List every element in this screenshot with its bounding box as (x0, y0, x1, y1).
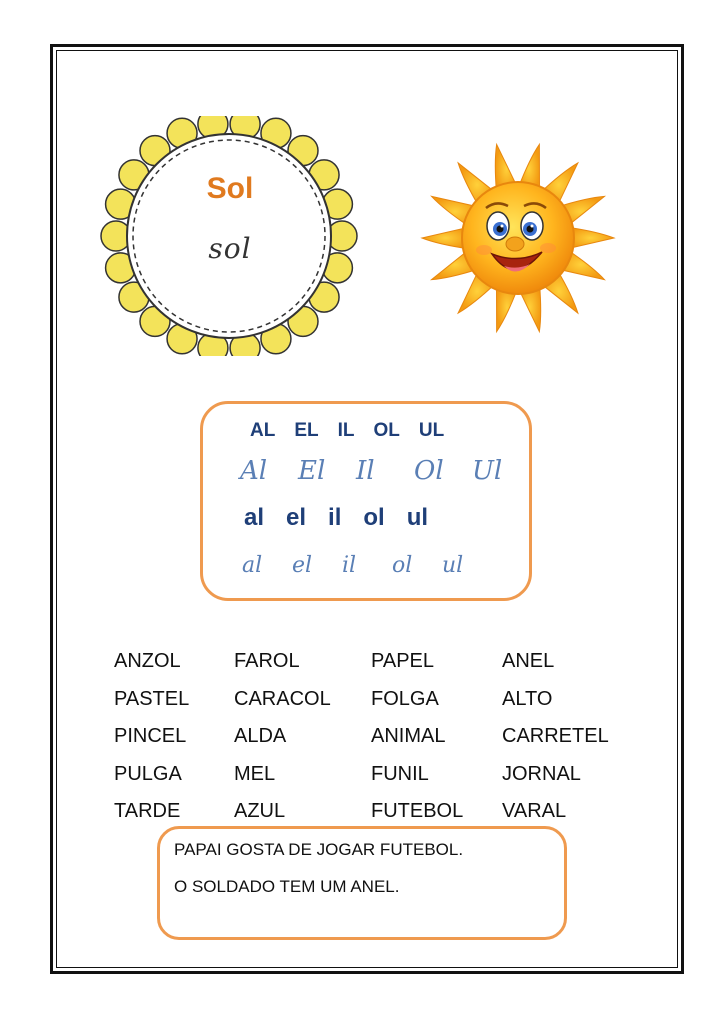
syllable: ul (442, 553, 464, 578)
syllable: el (292, 553, 313, 578)
word-title: Sol (206, 172, 254, 205)
word: TARDE (114, 800, 181, 823)
syllable: EL (294, 420, 319, 441)
syllable: al (244, 504, 265, 531)
syllable: IL (337, 420, 355, 441)
syllable: Al (240, 456, 268, 486)
word-row (114, 718, 634, 756)
word: CARACOL (234, 687, 331, 710)
syllable: OL (373, 420, 400, 441)
word-row (114, 793, 634, 831)
word: ALDA (234, 725, 287, 748)
word: MEL (234, 762, 276, 785)
syllables-lower-cursive (242, 553, 492, 578)
syllable: UL (418, 420, 445, 441)
sentence: O SOLDADO TEM UM ANEL. (174, 877, 400, 896)
word: FOLGA (371, 687, 439, 710)
word: JORNAL (502, 762, 581, 785)
word: VARAL (502, 800, 567, 823)
word-row (114, 643, 634, 681)
syllable: El (298, 456, 326, 486)
syllable: ol (392, 553, 413, 578)
syllable: il (342, 553, 357, 578)
word: PULGA (114, 762, 182, 785)
syllable: AL (250, 420, 276, 441)
syllable: il (328, 504, 342, 531)
word: CARRETEL (502, 725, 609, 748)
syllable: ul (406, 504, 429, 531)
syllables-upper-cursive (240, 456, 530, 486)
sentence: PAPAI GOSTA DE JOGAR FUTEBOL. (174, 840, 464, 859)
word-list (114, 643, 634, 831)
word: ANEL (502, 650, 555, 673)
word-row (114, 681, 634, 719)
word: FUNIL (371, 762, 429, 785)
word-cursive: sol (208, 232, 252, 265)
syllables-lower-print (244, 504, 450, 532)
syllable: el (286, 504, 307, 531)
word: FAROL (234, 650, 300, 673)
syllables-upper-print (250, 420, 463, 442)
syllable: ol (363, 504, 385, 531)
word: FUTEBOL (371, 800, 464, 823)
smiling-sun-icon (414, 140, 622, 338)
word: AZUL (234, 800, 286, 823)
word: ALTO (502, 687, 553, 710)
syllable: Il (356, 456, 375, 486)
syllable: Ol (414, 456, 444, 486)
word: PAPEL (371, 650, 434, 673)
syllable: al (242, 553, 263, 578)
word: ANIMAL (371, 725, 446, 748)
word: PINCEL (114, 725, 187, 748)
syllable: Ul (472, 456, 503, 486)
word-row (114, 756, 634, 794)
word: ANZOL (114, 650, 181, 673)
word: PASTEL (114, 687, 190, 710)
